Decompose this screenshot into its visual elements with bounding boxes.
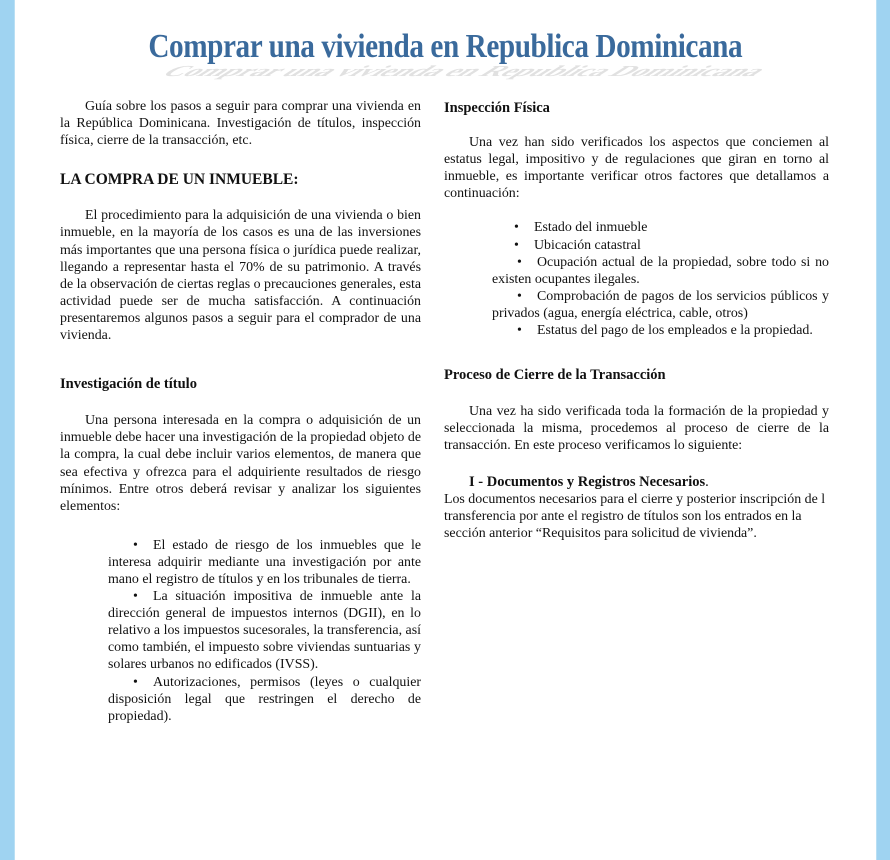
bullet-icon: • xyxy=(133,674,138,690)
list-item: • Estatus del pago de los empleados e la propiedad. xyxy=(517,323,813,339)
section-heading-compra: LA COMPRA DE UN INMUEBLE: xyxy=(60,171,299,189)
list-item: • Ocupación actual de la propiedad, sobre todo si no existen ocupantes ilegales. xyxy=(492,254,829,287)
cierre-paragraph: Una vez ha sido verificada toda la formación de la propiedad y seleccionada la misma, procedemos al proceso de cierre de la transacción. En este proceso verificamos lo siguiente: xyxy=(444,404,829,454)
document-title-reflection: Comprar una vivienda en Republica Dominicana xyxy=(153,62,775,80)
bullet-icon: • xyxy=(514,237,519,253)
right-border-bar xyxy=(876,0,890,860)
inspeccion-paragraph: Una vez han sido verificados los aspectos que conciemen al estatus legal, impositivo y de regulaciones que giran en torno al inmueble, es importante verificar otros factores que detallamos a continuación: xyxy=(444,135,829,202)
documentos-paragraph: Los documentos necesarios para el cierre y posterior inscripción de l transferencia por ante el registro de títulos son los entrados en la sección anterior “Requisitos para solicitud de vivienda”. xyxy=(444,491,826,541)
left-column xyxy=(60,98,421,725)
list-item: • Autorizaciones, permisos (leyes o cualquier disposición legal que restringen el derecho de propiedad). xyxy=(108,674,421,724)
investigacion-paragraph: Una persona interesada en la compra o adquisición de un inmueble debe hacer una investigación de la propiedad objeto de la compra, la cual debe incluir varios elementos, de manera que sea efectiva y ofrezca para el adquiriente resultados de riesgo mínimos. Entre otros deberá revisar y analizar los siguientes elementos: xyxy=(60,413,421,514)
document-title-text: Comprar una vivienda en Republica Dominicana xyxy=(148,28,742,65)
bullet-icon: • xyxy=(133,537,138,553)
investigacion-list xyxy=(108,537,421,725)
inspeccion-list xyxy=(492,219,829,339)
bullet-icon: • xyxy=(517,323,522,339)
compra-paragraph: El procedimiento para la adquisición de una vivienda o bien inmueble, en la mayoría de los casos es una de las inversiones más importantes que una persona física o jurídica puede realizar, llegando a representar hasta el 70% de su patrimonio. A través de la observación de ciertas reglas o precauciones generales, esta actividad puede ser de mucha satisfacción. A continuación presentaremos algunos pasos a seguir para el comprador de una vivienda. xyxy=(60,208,421,344)
list-item: • Comprobación de pagos de los servicios públicos y privados (agua, energía eléctrica, cable, otros) xyxy=(492,288,829,321)
list-item: • El estado de riesgo de los inmuebles que le interesa adquirir mediante una investigación por ante mano el registro de títulos y en los tribunales de tierra. xyxy=(108,537,421,587)
right-column xyxy=(444,100,829,542)
document-title xyxy=(148,28,775,80)
title-area xyxy=(0,28,890,80)
bullet-icon: • xyxy=(517,254,522,270)
list-item: • La situación impositiva de inmueble ante la dirección general de impuestos internos (DGII), en lo relativo a los impuestos sucesorales, la transferencia, así como también, el impuesto sobre viviendas suntuarias y solares urbanos no edificados (IVSS). xyxy=(108,589,421,673)
left-border-bar xyxy=(0,0,15,860)
bullet-icon: • xyxy=(133,589,138,605)
list-item: • Ubicación catastral xyxy=(514,237,641,253)
bullet-icon: • xyxy=(514,220,519,236)
section-heading-inspeccion: Inspección Física xyxy=(444,100,550,116)
section-heading-investigacion: Investigación de título xyxy=(60,376,197,393)
list-item: • Estado del inmueble xyxy=(514,220,648,236)
intro-paragraph: Guía sobre los pasos a seguir para comprar una vivienda en la República Dominicana. Investigación de títulos, inspección física, cierre de la transacción, etc. xyxy=(60,99,421,149)
subsection-heading: I - Documentos y Registros Necesarios. xyxy=(469,473,709,490)
section-heading-cierre: Proceso de Cierre de la Transacción xyxy=(444,367,666,384)
bullet-icon: • xyxy=(517,288,522,304)
